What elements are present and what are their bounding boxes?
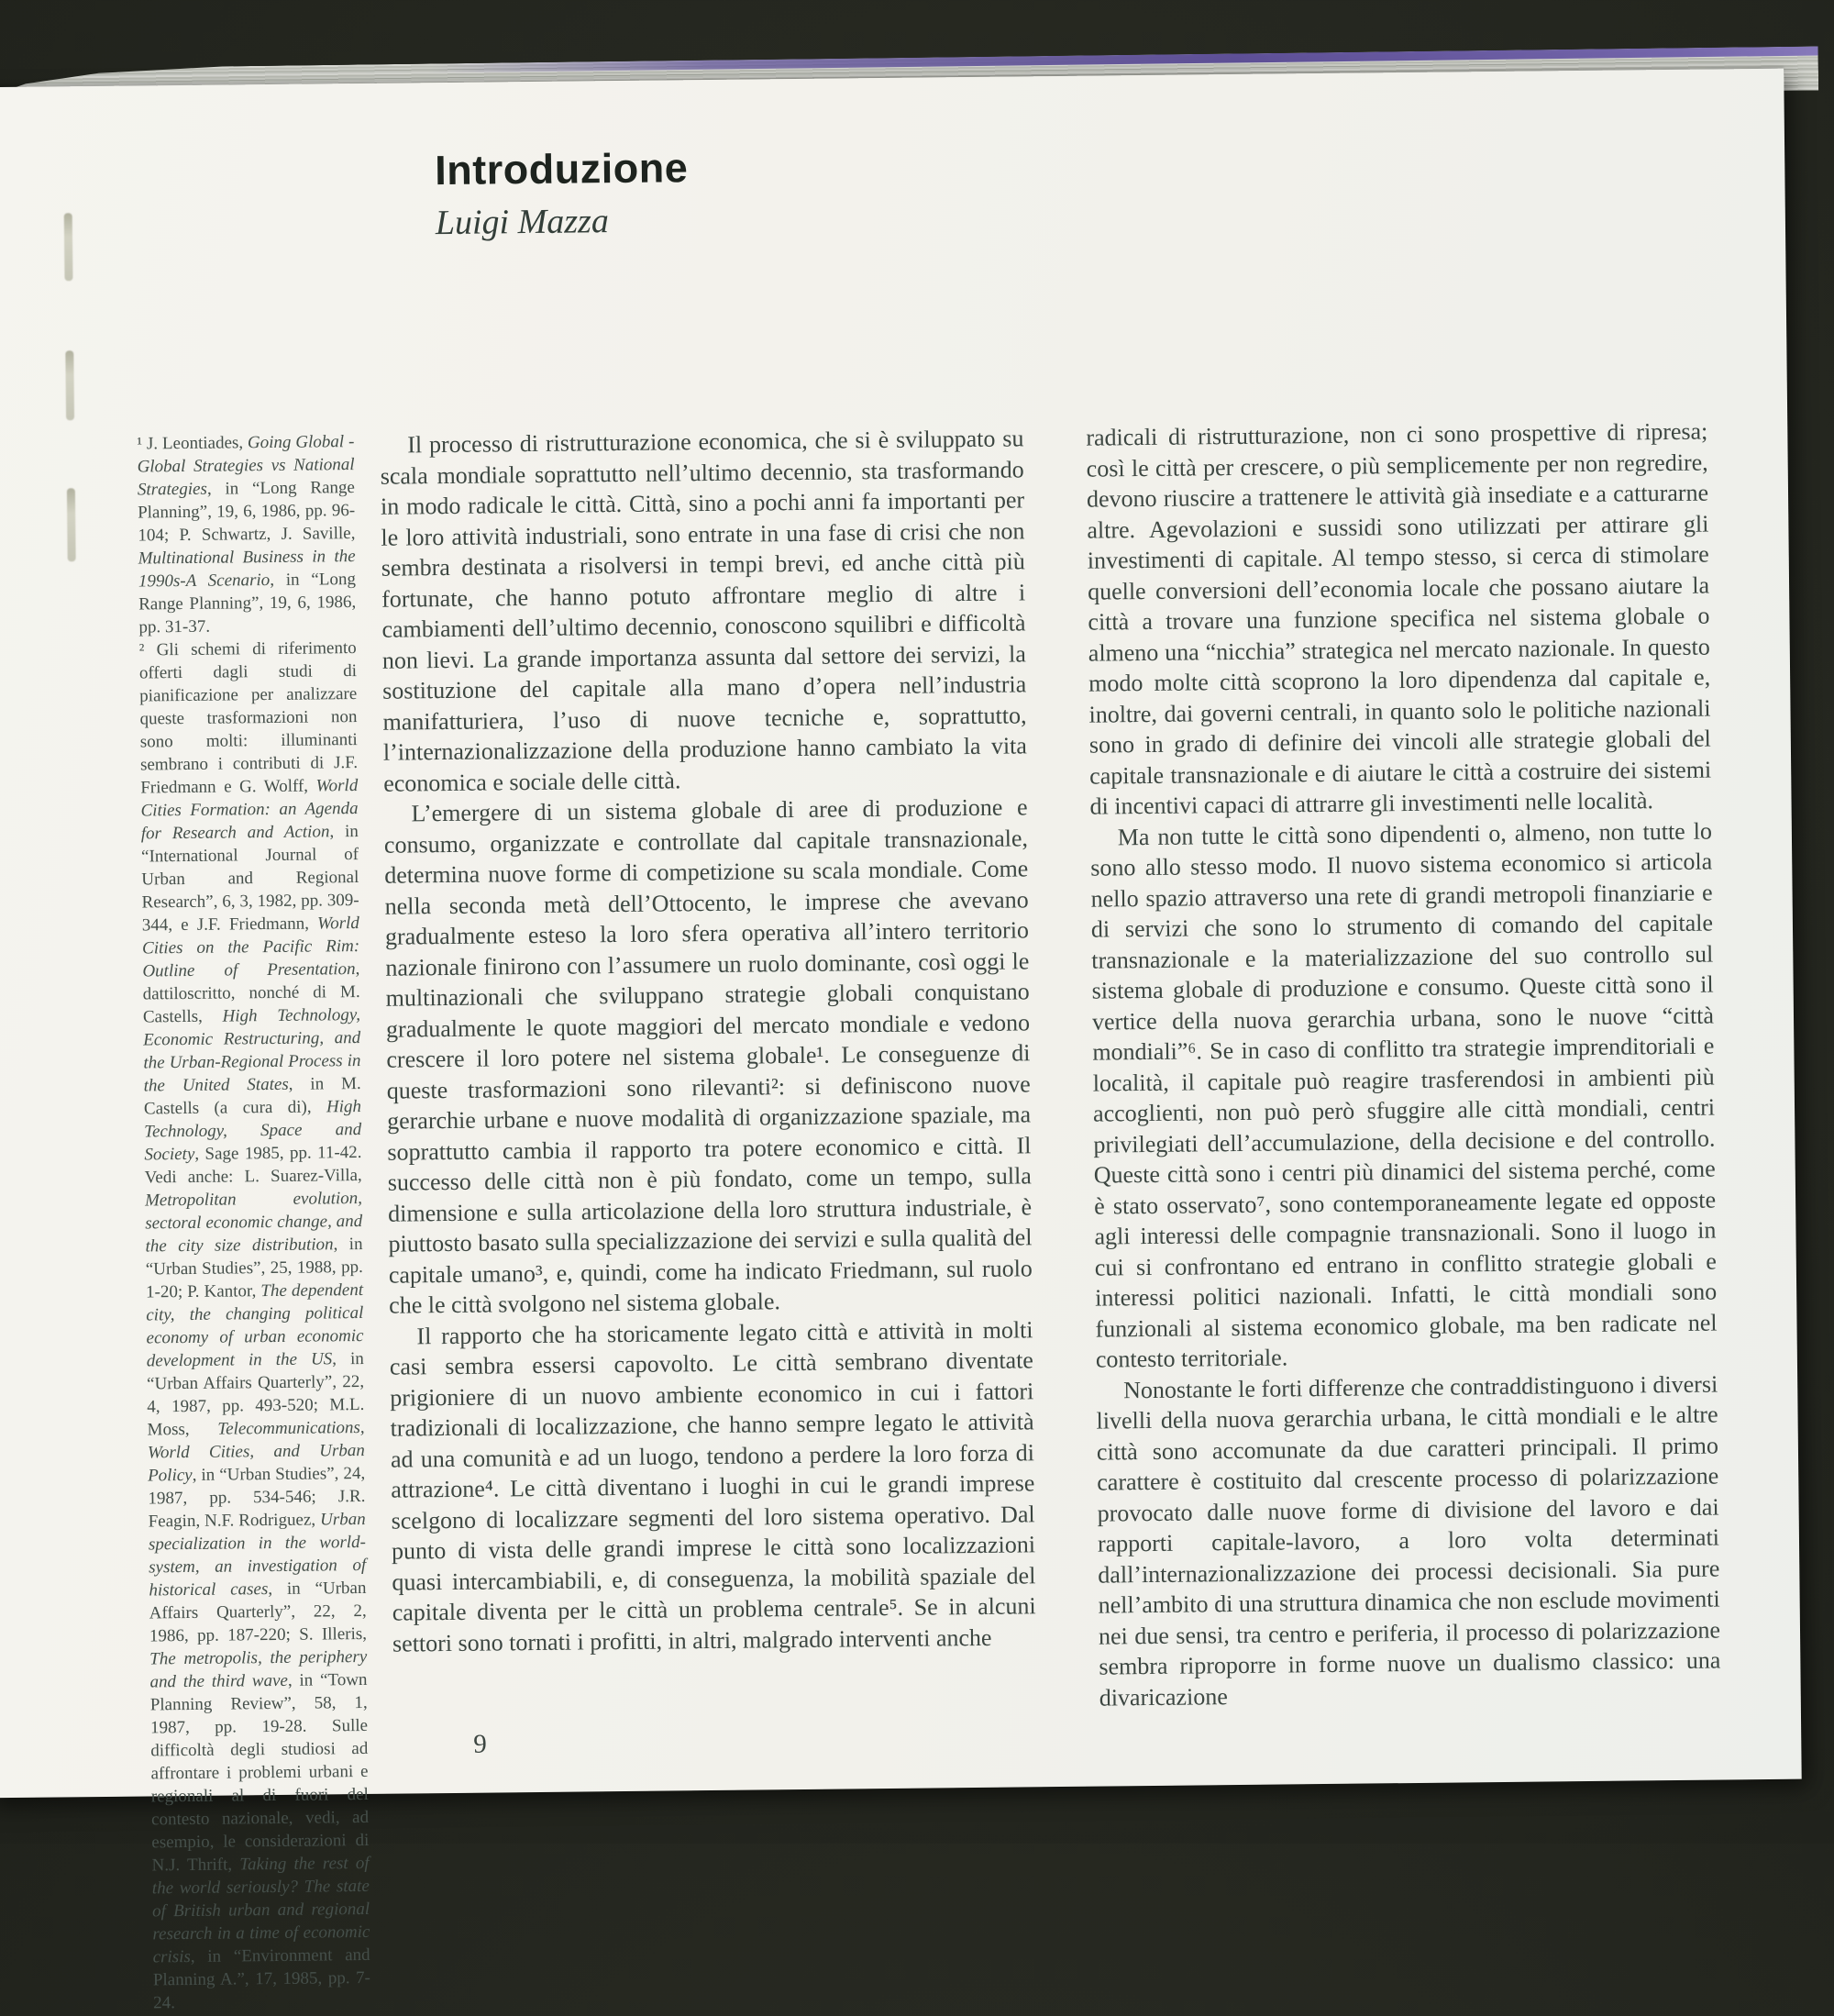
text-column-right (1086, 416, 1721, 1713)
footnote-text: ¹ J. Leontiades, (137, 433, 249, 454)
page-author: Luigi Mazza (435, 202, 610, 243)
footnote-text: , in “Urban Affairs Quarterly”, 22, 4, 1987, pp. 493-520; M.L. Moss, (146, 1348, 365, 1440)
paragraph: Il processo di ristrutturazione economica, che si è sviluppato su scala mondiale soprattutto nell’ultimo decennio, sta trasformando in modo radicale le città. Città, sino a pochi anni fa importanti per le loro attività industriali, sono entrate in una fase di crisi che non sembra destinata a risolversi in tempi brevi, ed anche città più fortunate, che hanno potuto affrontare meglio di altre i cambiamenti dell’ultimo decennio, conoscono squilibri e difficoltà non lievi. La grande importanza assunta dal settore dei servizi, la sostituzione del capitale alla mano d’opera nell’industria manifatturiera, l’uso di nuove tecniche e, soprattutto, l’internazionalizzazione della produzione hanno cambiato la vita economica e sociale delle città. (380, 425, 1028, 797)
footnote-1 (137, 430, 356, 638)
footnote-text: , in “Urban Studies”, 25, 1988, pp. 1-20; P. Kantor, (145, 1234, 363, 1302)
footnote-text: , in M. Castells (a cura di), (143, 1073, 361, 1119)
footnote-text: , in “Urban Affairs Quarterly”, 22, 2, 1986, pp. 187-220; S. Illeris, (149, 1578, 368, 1646)
footnote-text: , in “Long Range Planning”, 19, 6, 1986, pp. 96-104; P. Schwartz, J. Saville, (138, 478, 356, 546)
cited-work-title: The dependent city, the changing political economy of urban economic development in the US (146, 1279, 364, 1371)
cited-work-title: World Cities on the Pacific Rim: Outline of Presentation (142, 914, 360, 981)
cited-work-title: The metropolis, the periphery and the third wave (149, 1646, 368, 1692)
page-number: 9 (473, 1729, 487, 1759)
paragraph: Nonostante le forti differenze che contraddistinguono i diversi livelli della nuova gerarchia urbana, le città mondiali e le altre città sono accomunate da due caratteri principali. Il primo carattere è costituito dal crescente processo di polarizzazione provocato dalle nuove forme di divisione del lavoro e dai rapporti capitale-lavoro, a loro volta determinati dall’internazionalizzazione dei processi decisionali. Sia pure nell’ambito di una struttura dinamica che non esclude movimenti nei due sensi, tra centro e periferia, il processo di polarizzazione sembra riproporre in forme nuove un dualismo classico: una divaricazione (1096, 1370, 1721, 1711)
paragraph: Ma non tutte le città sono dipendenti o, almeno, non tutte lo sono allo stesso modo. Il nuovo sistema economico si articola nello spazio attraverso una rete di grandi metropoli finanziarie e di servizi che sono lo strumento di comando del capitale transnazionale e la materializzazione del suo controllo sul sistema globale di produzione e consumo. Queste città sono il vertice della nuova gerarchia urbana, sono le nuove “città mondiali”⁶. Se in caso di conflitto tra strategie imprenditoriali e località, il capitale può reagire trasferendosi in ambienti più accoglienti, non può però sfuggire alle città mondiali, centri privilegiati dell’accumulazione, della decisione e del controllo. Queste città sono i centri più dinamici del sistema perché, come è stato osservato⁷, sono contemporaneamente legate ed opposte agli interessi delle compagnie transnazionali. Sono il luogo in cui si confrontano ed entrano in conflitto strategie globali e interessi politici nazionali. Infatti, le città mondiali sono funzionali al sistema economico globale, ma ben radicate nel contesto territoriale. (1090, 817, 1718, 1373)
binding-stitch (64, 213, 73, 281)
footnote-2 (139, 637, 371, 2014)
binding-stitch (67, 488, 76, 561)
footnotes-column (137, 430, 370, 2014)
book-page (0, 69, 1802, 2013)
cited-work-title: Going Global - Global Strategies vs National Strategies (137, 432, 355, 500)
paragraph: radicali di ristrutturazione, non ci sono prospettive di ripresa; così le città per crescere, o più semplicemente per non regredire, devono riuscire a trattenere le attività già insediate e a catturarne altre. Agevolazioni e sussidi sono utilizzati per attirare gli investimenti di capitale. Al tempo stesso, si cerca di stimolare quelle conversioni dell’economia locale che possano aiutare la città a trovare una funzione specifica nel sistema globale o almeno una “nicchia” strategica nel mercato nazionale. In questo modo molte città scoprono la loro dipendenza dal capitale e, inoltre, dai governi centrali, in quanto solo le politiche nazionali sono in grado di definire dei vincoli alle strategie globali del capitale transnazionale e di aiutare le città a costruire dei sistemi di incentivi capaci di attrarre gli investimenti nelle località. (1086, 417, 1712, 820)
cited-work-title: High Technology, Space and Society (144, 1096, 362, 1165)
footnote-text: , dattiloscritto, nonché di M. Castells, (142, 958, 360, 1027)
paragraph: L’emergere di un sistema globale di aree di produzione e consumo, organizzate e controllate dal capitale transnazionale, determina nuove forme di competizione su scala mondiale. Come nella seconda metà dell’Ottocento, le imprese che avevano gradualmente esteso la loro sfera operativa all’intero territorio nazionale finirono con l’assumere un ruolo dominante, così oggi le multinazionali che sviluppano strategie globali conquistano gradualmente le quote maggiori del mercato mondiale e vedono crescere il loro potere nel sistema globale¹. Le conseguenze di queste trasformazioni sono rilevanti²: si definiscono nuove gerarchie urbane e nuove modalità di organizzazione spaziale, ma soprattutto cambia il rapporto tra potere economico e città. Il successo delle città non è più fondato, come un tempo, sulla dimensione e sulla articolazione della loro struttura industriale, è piuttosto basato sulla specializzazione dei servizi e sulla qualità del capitale umano³, e, quindi, come ha indicato Friedmann, sul ruolo che le città svolgono nel sistema globale. (383, 793, 1033, 1319)
footnote-text: , in “Environment and Planning A.”, 17, 1985, pp. 7-24. (152, 1944, 371, 2013)
purple-page-edge (428, 46, 1818, 72)
page-title: Introduzione (434, 144, 689, 194)
footnote-text: ² Gli schemi di riferimento offerti dagli studi di pianificazione per analizzare queste trasformazioni non sono molti: illuminanti sembrano i contributi di J.F. Friedmann e G. Wolff, (138, 638, 359, 798)
footnote-text: , in “Urban Studies”, 24, 1987, pp. 534-546; J.R. Feagin, N.F. Rodriguez, (148, 1463, 366, 1532)
cited-work-title: World Cities Formation: an Agenda for Research and Action (140, 776, 359, 844)
footnote-text: , in “Long Range Planning”, 19, 6, 1986, pp. 31-37. (138, 570, 357, 637)
cited-work-title: Urban specialization in the world-system, an investigation of historical cases (148, 1509, 367, 1601)
cited-work-title: Telecommunications, World Cities, and Urban Policy (147, 1417, 365, 1486)
footnote-text: , in “Town Planning Review”, 58, 1, 1987, pp. 19-28. Sulle difficoltà degli studiosi ad affrontare i problemi urbani e regionali al di fuori del contesto nazionale, vedi, ad esempio, le considerazioni di N.J. Thrift, (149, 1669, 370, 1876)
cited-work-title: Metropolitan evolution, sectoral economic change, and the city size distribution (144, 1188, 363, 1257)
footnote-text: , in “International Journal of Urban and Regional Research”, 6, 3, 1982, pp. 309-344, e J.F. Friedmann, (140, 822, 359, 936)
binding-stitch (65, 350, 74, 420)
paragraph: Il rapporto che ha storicamente legato città e attività in molti casi sembra essersi capovolto. Le città sembrano diventate prigioniere di un nuovo ambiente economico in cui i fattori tradizionali di localizzazione, che hanno sempre legato le attività ad una comunità e ad un luogo, tendono a perdere la loro forza di attrazione⁴. Le città diventano i luoghi in cui le grandi imprese scelgono di localizzare segmenti del loro sistema operativo. Dal punto di vista delle grandi imprese le città sono localizzazioni quasi intercambiabili, e, di conseguenza, la mobilità spaziale del capitale diventa per le città un problema centrale⁵. Se in alcuni settori sono tornati i profitti, in altri, malgrado interventi anche (389, 1315, 1036, 1657)
footnote-text: , Sage 1985, pp. 11-42. Vedi anche: L. Suarez-Villa, (144, 1142, 362, 1188)
text-column-middle (380, 423, 1036, 1658)
cited-work-title: Taking the rest of the world seriously? The state of British urban and regional research in a time of economic crisis (151, 1853, 370, 1967)
cited-work-title: High Technology, Economic Restructuring, and the Urban-Regional Process in the United States (143, 1004, 361, 1096)
cited-work-title: Multinational Business in the 1990s-A Scenario (138, 547, 356, 592)
